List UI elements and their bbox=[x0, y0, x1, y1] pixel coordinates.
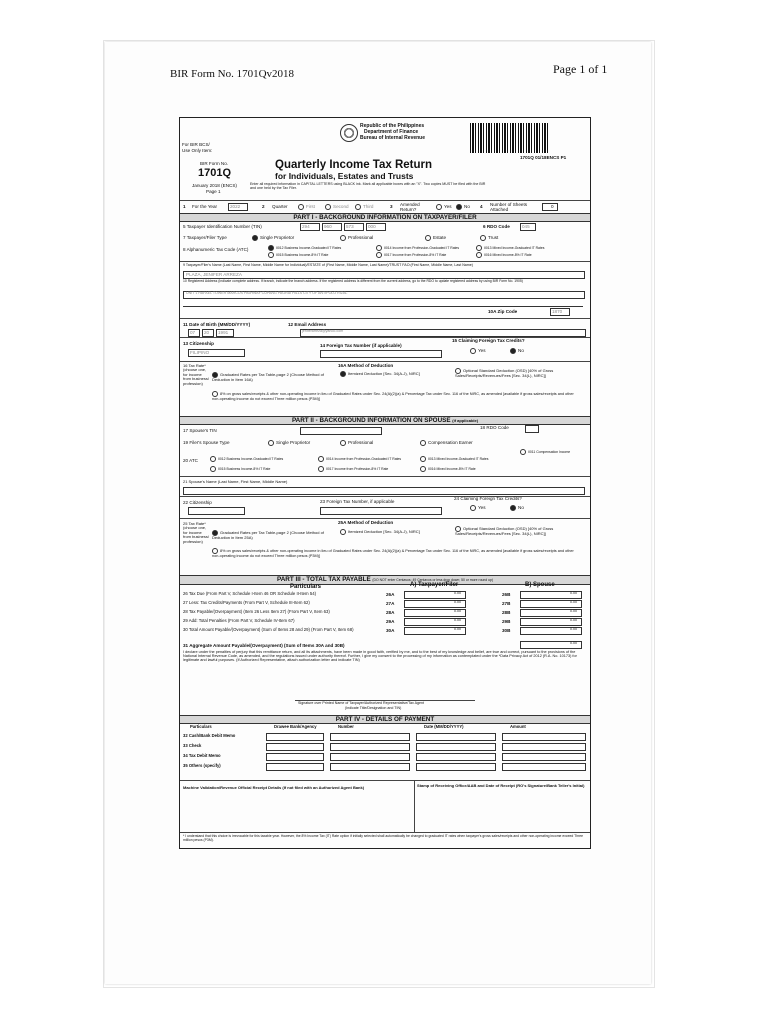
amended-no[interactable]: No bbox=[456, 204, 470, 210]
foreign-credit-yes[interactable]: Yes bbox=[470, 348, 486, 354]
sheets-label: Number of Sheets Attached bbox=[490, 202, 528, 213]
part4-title: PART IV - DETAILS OF PAYMENT bbox=[180, 715, 590, 724]
part3-title: PART III - TOTAL TAX PAYABLE (DO NOT enter Centavos; 49 Centavos or less drop down; 50 or more round up) bbox=[180, 575, 590, 585]
spouse-citizenship-field[interactable] bbox=[188, 507, 245, 515]
payment-cell[interactable] bbox=[266, 763, 324, 771]
tax-row-field-a[interactable]: 0.00 bbox=[404, 600, 466, 608]
tax-form: For BIR BCS/ Use Only Item: Republic of the Philippines Department of Finance Bureau of Internal Revenue 1701Q 01/18ENCS P1 BIR Form No. 1701Q January 2018 (ENCS) Page 1 Quarterly Income Tax Return for Individuals, Estates and Trusts Enter all required information in CAPITAL LETTERS using BLACK ink. Mark all applicable boxes with an "X". Two copies MUST be filed with the BIR and one held by the Tax Filer. 1 For the Year 2022 2 Quarter First Second Third 3 Amended Return? Yes No 4 Number of Sheets Attached 0 PART I - BACKGROUND INFORMATION ON TAXPAYER/FILER 5 Taxpayer Identification Number (TIN) 294 960 573 000 6 RDO Code 045 7 Taxpayer/Filer Type Single Proprietor Professional Estate Trust 8 Alphanumeric Tax Code (ATC) II012 Business Income-Graduated IT Rates II014 Income from Profession-Graduated IT Rates II013 Mixed Income-Graduated IT Rates II015 Business Income-8% IT Rate II017 Income from Profession-8% IT Rate II016 Mixed Income-8% IT Rate 9 Taxpayer/Filer's Name (Last Name, First Name, Middle Name for Individual)/ESTATE of (First Name, Middle Name, Last Name)/TRUST FAO:(First Name, Middle Name, Last Name) PLAZA, JENIFER ARREZA 10 Registered Address (Indicate complete address. If branch, indicate the branch address. If the registered address is different from the current address, go to the RDO to update registered address by using BIR Form No. 1905) UNIT 1 RAFAEL TOWER MARCOS HIGHWAY CUPANG PAGRAI HILLS CITY OF ANTIPOLO RIZAL 10A Zip Code 1870 11 Date of Birth (MM/DD/YYYY) 07 20 1991 12 Email Address jeniferarreza@yahoo.com 13 Citizenship FILIPINO 14 Foreign Tax Number (if applicable) 15 Claiming Foreign Tax Credits? Yes No 16 Tax Rate* (choose one, for income from business/ profession) 16A Method of Deduction Graduated Rates per Tax Table-page 2 (Choose Method of Deduction in Item 16A) Itemized Deduction [Sec. 34(A-J), NIRC] Optional Standard Deduction (OSD) [40% of Gross Sales/Receipts/Revenues/Fees [Sec. 34(L), NIRC]] 8% on gross sales/receipts & other non-operating income in lieu of Graduated Rates under Sec. 24(A)(2)(a) & Percentage Tax under Sec. 116 of the NIRC, as amended [available if gross sales/receipts and other non-operating income do not exceed Three million pesos (P3M)] PART II - BACKGROUND INFORMATION ON SPOUSE (if applicable) 17 Spouse's TIN 18 RDO Code 19 Filer's Spouse Type Single Proprietor Professional Compensation Earner 20 ATC II012 Business Income-Graduated IT Rates II014 Income from Profession-Graduated IT Rates II013 Mixed Income-Graduated IT Rates II011 Compensation Income II015 Business Income-8% IT Rate II017 Income from Profession-8% IT Rate II016 Mixed Income-8% IT Rate 21 Spouse's Name (Last Name, First Name, Middle Name) 22 Citizenship 23 Foreign Tax Number, if applicable 24 Claiming Foreign Tax Credits? Yes No 25 Tax Rate* (choose one, for income from business/ profession) 25A Method of Deduction Graduated Rates per Tax Table-page 2 (Choose Method of Deduction in Item 25A) Itemized Deduction [Sec. 34(A-J), NIRC] Optional Standard Deduction (OSD) [40% of Gross Sales/Receipts/Revenues/Fees [Sec. 34(L), NIRC]] 8% on gross sales/receipts & other non-operating income in lieu of Graduated Rates under Sec. 24(A)(2)(a) & Percentage Tax under Sec. 116 of the NIRC, as amended [available if gross sales/receipts and other non-operating income do not exceed Three million pesos (P3M)] PART III - TOTAL TAX PAYABLE (DO NOT enter Centavos; 49 Centavos or less drop down; 50 or more round up) Particulars A) Taxpayer/Filer B) Spouse 26 Tax Due (From Part V, Schedule I-Item 46 OR Schedule II-Item 54) 26A 0.00 26B 0.00 27 Less: Tax Credits/Payments (From Part V, Schedule III-Item 62) 27A 0.00 27B 0.00 28 Tax Payable/(Overpayment) (Item 26 Less Item 27) (From Part V, Item 63) 28A 0.00 28B 0.00 29 Add: Total Penalties (From Part V, Schedule IV-Item 67) 29A 0.00 29B 0.00 30 Total Amount Payable/(Overpayment) (Sum of Items 28 and 29) (From Part V, Item 68) 30A 0.00 30B 0.00 31 Aggregate Amount Payable/(Overpayment) (Sum of Items 30A and 30B) 0.00 I declare under the penalties of perjury that this remittance return, and all its attachments, have been made in good faith, verified by me, and to the best of my knowledge and belief, are true and correct, pursuant to the provisions of the National Internal Revenue Code, as amended, and the regulations issued under authority thereof. Further, I give my consent to the processing of my information as contemplated under the *Data Privacy Act of 2012 (R.A. No. 10173) for legitimate and lawful purposes. (If Authorized Representative, attach authorization letter and indicate TIN) Signature over Printed Name of Taxpayer/Authorized Representative/Tax Agent (Indicate Title/Designation and TIN) PART IV - DETAILS OF PAYMENT Particulars Drawee Bank/Agency Number Date (MM/DD/YYYY) Amount 32 Cash/Bank Debit Memo 33 Check 34 Tax Debit Memo 35 Others (specify) Machine Validation/Revenue Official Receipt Details (If not filed with an Authorized Agent Bank) Stamp of Receiving Office/AAB and Date of Receipt (RO's Signature/Bank Teller's Initial) * I understand that this choice is irrevocable for this taxable year. However, the 8% Income Tax (IT) Rate option if initially selected shall automatically be changed to graduated IT rates when taxpayer's gross sales/receipts and other non-operating income exceed Three million pesos (P3M). bbox=[179, 117, 591, 849]
trust-option[interactable]: Trust bbox=[480, 235, 498, 241]
payment-header: Amount bbox=[510, 724, 526, 729]
itemized-deduction-option[interactable]: Itemized Deduction [Sec. 34(A-J), NIRC] bbox=[340, 371, 420, 377]
declaration-text: I declare under the penalties of perjury that this remittance return, and all its attachments, have been made in good faith, verified by me, and to the best of my knowledge and belief, are true and correct, pursuant to the provisions of the National Internal Revenue Code, as amended, and the regulations issued under authority thereof. Further, I give my consent to the processing of my information as contemplated under the *Data Privacy Act of 2012 (R.A. No. 10173) for legitimate and lawful purposes. (If Authorized Representative, attach authorization letter and indicate TIN) bbox=[183, 650, 577, 663]
tin-part-1[interactable]: 294 bbox=[300, 223, 320, 231]
form-number-header: BIR Form No. 1701Qv2018 bbox=[170, 68, 295, 80]
form-instruction: Enter all required information in CAPITAL LETTERS using BLACK ink. Mark all applicable boxes with an "X". Two copies MUST be filed with the BIR and one held by the Tax Filer. bbox=[250, 182, 486, 190]
atc-ii014[interactable]: II014 Income from Profession-Graduated IT Rates bbox=[376, 245, 459, 251]
spouse-comp-earner[interactable]: Compensation Earner bbox=[420, 440, 473, 446]
form-code: 1701Q bbox=[198, 167, 232, 179]
payment-row-label: 33 Check bbox=[183, 743, 202, 748]
payment-cell[interactable] bbox=[330, 753, 410, 761]
department-label: Department of Finance bbox=[364, 129, 419, 135]
estate-option[interactable]: Estate bbox=[425, 235, 446, 241]
spouse-eight-percent-option[interactable]: 8% on gross sales/receipts & other non-operating income in lieu of Graduated Rates under Sec. 24(A)(2)(a) & Percentage Tax under Sec. 116 of the NIRC, as amended [available if gross sales/receipts and other non-operating income do not exceed Three million pesos (P3M)] bbox=[212, 549, 574, 558]
payment-row-label: 34 Tax Debit Memo bbox=[183, 753, 221, 758]
filer-type-label: 7 Taxpayer/Filer Type bbox=[183, 235, 227, 240]
spouse-atc-ii013[interactable]: II013 Mixed Income-Graduated IT Rates bbox=[420, 456, 488, 462]
aggregate-field[interactable]: 0.00 bbox=[520, 641, 582, 649]
aggregate-label: 31 Aggregate Amount Payable/(Overpayment) (Sum of Items 30A and 30B) bbox=[183, 643, 345, 648]
form-label: BIR Form No. bbox=[200, 161, 229, 166]
atc-ii012[interactable]: II012 Business Income-Graduated IT Rates bbox=[268, 245, 341, 251]
quarter-third[interactable]: Third bbox=[355, 204, 373, 210]
quarter-label: Quarter bbox=[272, 204, 288, 209]
tax-row-field-a[interactable]: 0.00 bbox=[404, 618, 466, 626]
osd-option[interactable]: Optional Standard Deduction (OSD) [40% of Gross Sales/Receipts/Revenues/Fees [Sec. 34(L), NIRC]] bbox=[455, 368, 554, 378]
form-title: Quarterly Income Tax Return bbox=[275, 159, 432, 171]
amended-yes[interactable]: Yes bbox=[436, 204, 452, 210]
zip-field[interactable]: 1870 bbox=[550, 308, 570, 316]
payment-row-label: 32 Cash/Bank Debit Memo bbox=[183, 733, 236, 738]
payment-header: Drawee Bank/Agency bbox=[274, 724, 317, 729]
col-a-header: A) Taxpayer/Filer bbox=[410, 582, 459, 588]
address-field[interactable]: UNIT 1 RAFAEL TOWER MARCOS HIGHWAY CUPANG PAGRAI HILLS CITY OF ANTIPOLO RIZAL bbox=[183, 291, 585, 299]
tax-row-code-b: 30B bbox=[502, 628, 511, 633]
name-label: 9 Taxpayer/Filer's Name (Last Name, First Name, Middle Name for Individual)/ESTATE of (First Name, Middle Name, Last Name)/TRUST FAO:(First Name, Middle Name, Last Name) bbox=[183, 263, 473, 267]
spouse-professional[interactable]: Professional bbox=[340, 440, 373, 446]
tax-row-code-b: 29B bbox=[502, 619, 511, 624]
tax-row-code-a: 28A bbox=[386, 610, 395, 615]
spouse-atc-ii012[interactable]: II012 Business Income-Graduated IT Rates bbox=[210, 456, 283, 462]
stamp-label: Stamp of Receiving Office/AAB and Date of Receipt (RO's Signature/Bank Teller's Initial) bbox=[417, 783, 585, 788]
foreign-credit-label: 15 Claiming Foreign Tax Credits? bbox=[452, 338, 525, 343]
atc-ii016[interactable]: II016 Mixed Income-8% IT Rate bbox=[476, 252, 532, 258]
barcode-caption: 1701Q 01/18ENCS P1 bbox=[520, 155, 567, 160]
republic-label: Republic of the Philippines bbox=[360, 123, 425, 129]
payment-header: Number bbox=[338, 724, 354, 729]
tax-row-code-a: 29A bbox=[386, 619, 395, 624]
payment-cell[interactable] bbox=[416, 753, 496, 761]
spouse-graduated-option[interactable]: Graduated Rates per Tax Table-page 2 (Choose Method of Deduction in Item 25A) bbox=[212, 530, 324, 540]
spouse-atc-ii016[interactable]: II016 Mixed Income-8% IT Rate bbox=[420, 466, 476, 472]
spouse-itemized-option[interactable]: Itemized Deduction [Sec. 34(A-J), NIRC] bbox=[340, 529, 420, 535]
foreign-credit-no[interactable]: No bbox=[510, 348, 524, 354]
spouse-atc-label: 20 ATC bbox=[183, 458, 198, 463]
email-field[interactable]: jeniferarreza@yahoo.com bbox=[300, 329, 586, 337]
foreign-tin-label: 14 Foreign Tax Number (if applicable) bbox=[320, 343, 402, 348]
spouse-name-field[interactable] bbox=[183, 487, 585, 495]
tax-row-field-b[interactable]: 0.00 bbox=[520, 600, 582, 608]
foreign-tin-field[interactable] bbox=[320, 350, 442, 358]
atc-ii013[interactable]: II013 Mixed Income-Graduated IT Rates bbox=[476, 245, 544, 251]
spouse-tin-field[interactable] bbox=[300, 427, 382, 435]
email-label: 12 Email Address bbox=[288, 322, 327, 327]
spouse-atc-ii011[interactable]: II011 Compensation Income bbox=[520, 449, 580, 455]
for-year-label: For the Year bbox=[192, 204, 218, 209]
graduated-rates-option[interactable]: Graduated Rates per Tax Table-page 2 (Choose Method of Deduction in Item 16A) bbox=[212, 372, 324, 382]
spouse-rdo-field[interactable] bbox=[525, 425, 539, 433]
eight-percent-option[interactable]: 8% on gross sales/receipts & other non-operating income in lieu of Graduated Rates under Sec. 24(A)(2)(a) & Percentage Tax under Sec. 116 of the NIRC, as amended [available if gross sales/receipts and other non-operating income do not exceed Three million pesos (P3M)] bbox=[212, 392, 574, 401]
method-deduction-label: 16A Method of Deduction bbox=[338, 363, 394, 368]
spouse-rdo-label: 18 RDO Code bbox=[480, 425, 509, 430]
col-b-header: B) Spouse bbox=[525, 582, 555, 588]
form-page: Page 1 bbox=[206, 189, 221, 194]
payment-cell[interactable] bbox=[502, 743, 586, 751]
year-field[interactable]: 2022 bbox=[228, 203, 248, 211]
spouse-tax-rate-label: 25 Tax Rate* (choose one, for income from business/ profession) bbox=[183, 521, 210, 544]
rdo-label: 6 RDO Code bbox=[483, 224, 510, 229]
spouse-method-label: 25A Method of Deduction bbox=[338, 520, 394, 525]
tax-row-code-a: 27A bbox=[386, 601, 395, 606]
single-proprietor-option[interactable]: Single Proprietor bbox=[252, 235, 294, 241]
spouse-atc-ii014[interactable]: II014 Income from Profession-Graduated IT Rates bbox=[318, 456, 401, 462]
form-edition: January 2018 (ENCS) bbox=[192, 183, 237, 188]
quarter-first[interactable]: First bbox=[298, 204, 315, 210]
payment-cell[interactable] bbox=[330, 733, 410, 741]
spouse-foreign-credit-no[interactable]: No bbox=[510, 505, 524, 511]
professional-option[interactable]: Professional bbox=[340, 235, 373, 241]
payment-header: Particulars bbox=[190, 724, 212, 729]
payment-cell[interactable] bbox=[266, 753, 324, 761]
tin-label: 5 Taxpayer Identification Number (TIN) bbox=[183, 224, 262, 229]
tax-row-field-b[interactable]: 0.00 bbox=[520, 618, 582, 626]
payment-cell[interactable] bbox=[266, 743, 324, 751]
citizenship-field[interactable]: FILIPINO bbox=[188, 349, 245, 357]
spouse-foreign-credit-yes[interactable]: Yes bbox=[470, 505, 486, 511]
payment-cell[interactable] bbox=[502, 753, 586, 761]
payment-cell[interactable] bbox=[502, 733, 586, 741]
spouse-atc-ii017[interactable]: II017 Income from Profession-8% IT Rate bbox=[318, 466, 388, 472]
quarter-second[interactable]: Second bbox=[325, 204, 349, 210]
payment-cell[interactable] bbox=[416, 743, 496, 751]
atc-label: 8 Alphanumeric Tax Code (ATC) bbox=[183, 247, 249, 252]
tax-row-label: 29 Add: Total Penalties (From Part V, Schedule IV-Item 67) bbox=[183, 618, 295, 623]
bir-seal-icon bbox=[340, 124, 358, 142]
payment-row-label: 35 Others (specify) bbox=[183, 763, 221, 768]
payment-header: Date (MM/DD/YYYY) bbox=[424, 724, 464, 729]
payment-cell[interactable] bbox=[416, 733, 496, 741]
spouse-citizenship-label: 22 Citizenship bbox=[183, 500, 212, 505]
footnote-text: * I understand that this choice is irrevocable for this taxable year. However, the 8% Income Tax (IT) Rate option if initially selected shall automatically be changed to graduated IT rates when taxpayer's gross sales/receipts and other non-operating income exceed Three million pesos (P3M). bbox=[183, 834, 584, 842]
tax-row-code-b: 27B bbox=[502, 601, 511, 606]
tax-row-code-a: 30A bbox=[386, 628, 395, 633]
spouse-foreign-tin-field[interactable] bbox=[320, 507, 442, 515]
signature-label: Signature over Printed Name of Taxpayer/Authorized Representative/Tax Agent bbox=[298, 701, 424, 705]
bureau-label: Bureau of Internal Revenue bbox=[360, 135, 426, 141]
form-subtitle: for Individuals, Estates and Trusts bbox=[275, 171, 414, 181]
amended-label: Amended Return? bbox=[400, 202, 420, 213]
spouse-type-label: 19 Filer's Spouse Type bbox=[183, 440, 230, 445]
spouse-osd-option[interactable]: Optional Standard Deduction (OSD) [40% of Gross Sales/Receipts/Revenues/Fees [Sec. 34(L), NIRC]] bbox=[455, 526, 554, 536]
tax-row-field-a[interactable]: 0.00 bbox=[404, 591, 466, 599]
payment-cell[interactable] bbox=[502, 763, 586, 771]
zip-label: 10A Zip Code bbox=[488, 309, 518, 314]
address-field-line2[interactable] bbox=[183, 300, 583, 307]
tax-row-code-b: 26B bbox=[502, 592, 511, 597]
part2-title: PART II - BACKGROUND INFORMATION ON SPOUSE (if applicable) bbox=[180, 416, 590, 425]
spouse-foreign-credit-label: 24 Claiming Foreign Tax Credits? bbox=[454, 496, 522, 501]
tax-row-field-a[interactable]: 0.00 bbox=[404, 627, 466, 635]
dob-label: 11 Date of Birth (MM/DD/YYYY) bbox=[183, 322, 251, 327]
use-only-label: Use Only Item: bbox=[182, 148, 213, 153]
tax-rate-label: 16 Tax Rate* (choose one, for income from business/ profession) bbox=[183, 363, 210, 386]
tax-row-label: 26 Tax Due (From Part V, Schedule I-Item 46 OR Schedule II-Item 54) bbox=[183, 591, 317, 596]
spouse-atc-ii015[interactable]: II015 Business Income-8% IT Rate bbox=[210, 466, 270, 472]
tax-row-field-a[interactable]: 0.00 bbox=[404, 609, 466, 617]
payment-cell[interactable] bbox=[330, 743, 410, 751]
payment-table bbox=[180, 724, 590, 778]
name-field[interactable]: PLAZA, JENIFER ARREZA bbox=[183, 271, 585, 279]
tax-row-code-a: 26A bbox=[386, 592, 395, 597]
spouse-tin-label: 17 Spouse's TIN bbox=[183, 428, 217, 433]
address-label: 10 Registered Address (Indicate complete address. If branch, indicate the branch address. If the registered address is different from the current address, go to the RDO to update registered address by using BIR Form No. 1905) bbox=[183, 279, 523, 283]
signature-sub: (Indicate Title/Designation and TIN) bbox=[345, 706, 402, 710]
dob-month[interactable]: 07 bbox=[188, 329, 200, 337]
spouse-name-label: 21 Spouse's Name (Last Name, First Name, Middle Name) bbox=[183, 479, 288, 484]
barcode-icon bbox=[470, 123, 548, 153]
payment-cell[interactable] bbox=[330, 763, 410, 771]
tax-row-label: 30 Total Amount Payable/(Overpayment) (Sum of Items 28 and 29) (From Part V, Item 68) bbox=[183, 627, 354, 632]
tax-row-label: 28 Tax Payable/(Overpayment) (Item 26 Less Item 27) (From Part V, Item 63) bbox=[183, 609, 330, 614]
part1-title: PART I - BACKGROUND INFORMATION ON TAXPAYER/FILER bbox=[180, 213, 590, 222]
spouse-single-proprietor[interactable]: Single Proprietor bbox=[268, 440, 310, 446]
tax-row-field-b[interactable]: 0.00 bbox=[520, 591, 582, 599]
atc-ii017[interactable]: II017 Income from Profession-8% IT Rate bbox=[376, 252, 446, 258]
tin-part-3[interactable]: 573 bbox=[344, 223, 364, 231]
tin-part-4[interactable]: 000 bbox=[366, 223, 386, 231]
payment-cell[interactable] bbox=[266, 733, 324, 741]
tax-row-field-b[interactable]: 0.00 bbox=[520, 609, 582, 617]
tax-row-label: 27 Less: Tax Credits/Payments (From Part V, Schedule III-Item 62) bbox=[183, 600, 310, 605]
tin-part-2[interactable]: 960 bbox=[322, 223, 342, 231]
dob-day[interactable]: 20 bbox=[202, 329, 214, 337]
citizenship-label: 13 Citizenship bbox=[183, 341, 214, 346]
payment-cell[interactable] bbox=[416, 763, 496, 771]
sheets-field[interactable]: 0 bbox=[542, 203, 558, 211]
dob-year[interactable]: 1991 bbox=[216, 329, 234, 337]
for-bir-label: For BIR BCS/ bbox=[182, 142, 210, 147]
atc-ii015[interactable]: II015 Business Income-8% IT Rate bbox=[268, 252, 328, 258]
tax-row-code-b: 28B bbox=[502, 610, 511, 615]
spouse-foreign-tin-label: 23 Foreign Tax Number, if applicable bbox=[320, 499, 395, 504]
rdo-field[interactable]: 045 bbox=[520, 223, 536, 231]
particulars-header: Particulars bbox=[290, 584, 322, 590]
tax-row-field-b[interactable]: 0.00 bbox=[520, 627, 582, 635]
page-number-header: Page 1 of 1 bbox=[553, 62, 608, 76]
machine-validation-label: Machine Validation/Revenue Official Receipt Details (If not filed with an Authorized Agent Bank) bbox=[183, 785, 365, 790]
